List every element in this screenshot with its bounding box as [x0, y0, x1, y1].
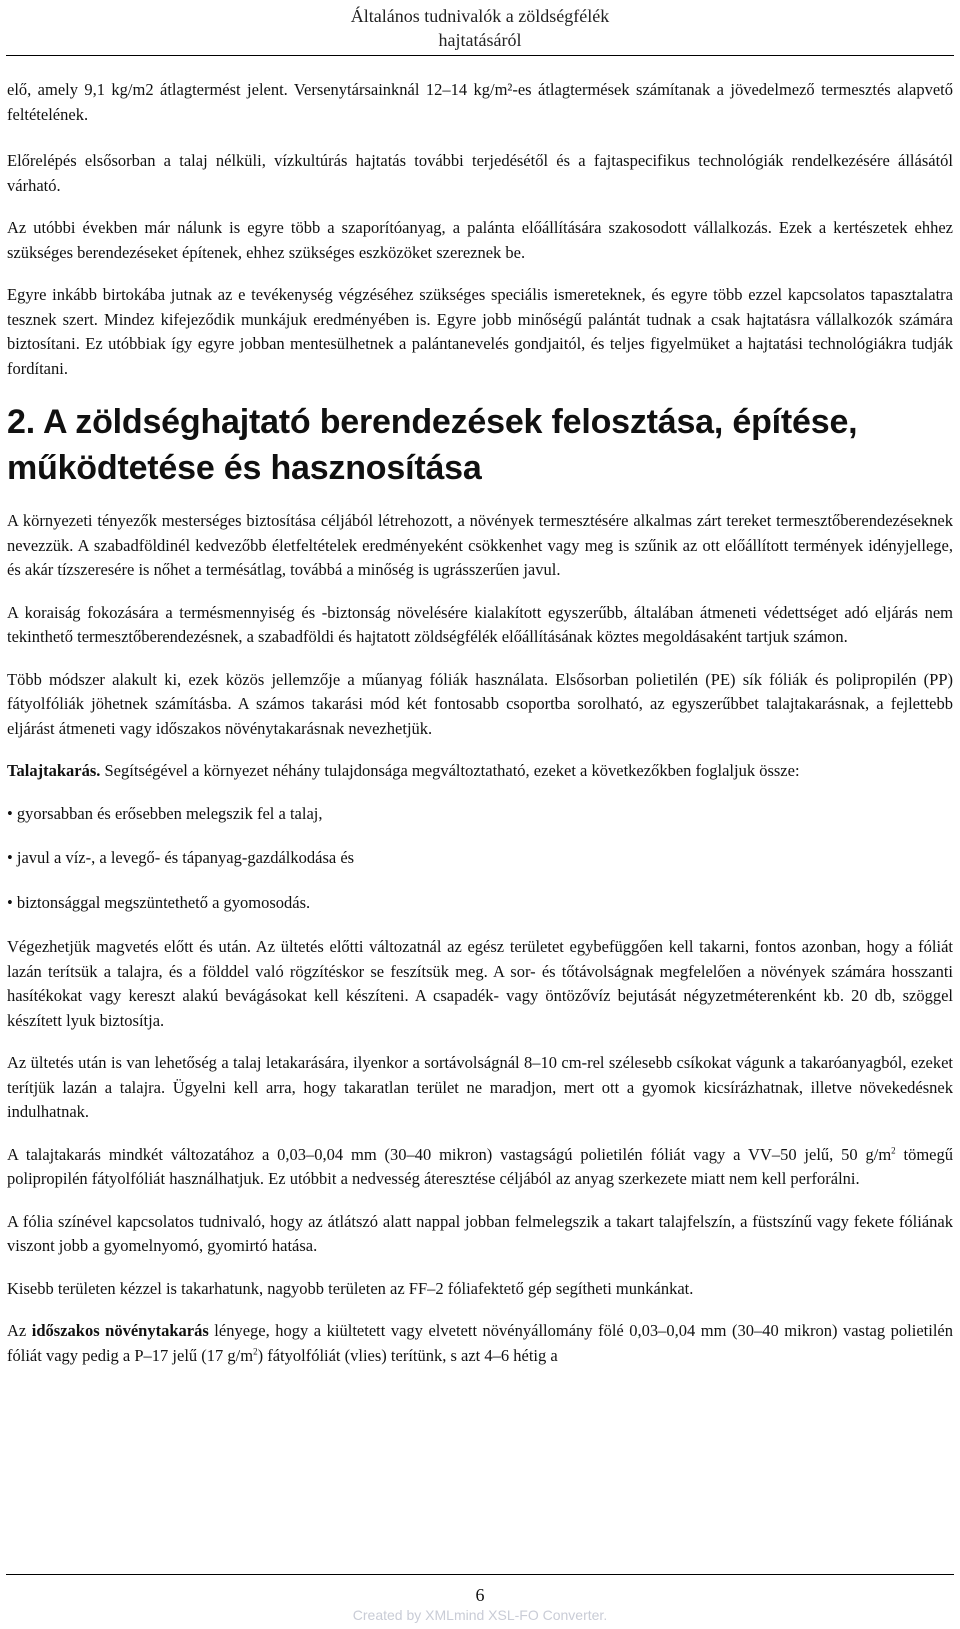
mulching-term: Talajtakarás.	[7, 761, 101, 780]
paragraph-mulching-intro	[7, 759, 953, 784]
paragraph-expertise: Egyre inkább birtokába jutnak az e tevékenység végzéséhez szükséges speciális ismereteknek, és egyre több ezzel kapcsolatos tapasztalatra tesznek szert. Mindez kifejeződik munkájuk eredményében is. Egyre jobb minőségű palántát tudnak a csak hajtatásra vállalkozók számára biztosítani. Ez utóbbiak így egyre jobban mentesülhetnek a palántanevelés gondjaitól, és teljes figyelmüket a hajtatási technológiákra tudják fordítani.	[7, 285, 953, 378]
paragraph-yield: elő, amely 9,1 kg/m2 átlagtermést jelent. Versenytársainknál 12–14 kg/m²-es átlagtermések számítanak a jövedelmező termesztés alapvető feltételének.	[7, 80, 953, 124]
header-title-line-1: Általános tudnivalók a zöldségfélék	[350, 6, 610, 26]
page-number: 6	[475, 1585, 485, 1605]
section-heading: 2. A zöldséghajtató berendezések felosztása, építése, működtetése és hasznosítása	[7, 403, 858, 487]
paragraph-machine: Kisebb területen kézzel is takarhatunk, nagyobb területen az FF–2 fóliafektető gép segítheti munkánkat.	[7, 1278, 694, 1298]
paragraph-film-colour: A fólia színével kapcsolatos tudnivaló, hogy az átlátszó alatt nappal jobban felmelegszik a takart talajfelszín, a füstszínű vagy fekete fóliának viszont jobb a gyomelnyomó, gyomirtó hatása.	[7, 1211, 953, 1255]
temporary-cover-text-c: ) fátyolfóliát (vlies) terítünk, s azt 4–6 hétig a	[257, 1345, 558, 1365]
paragraph-earliness: A koraiság fokozására a termésmennyiség és -biztonság növelésére kialakított egyszerűbb, általában átmeneti védettséget adó eljárás nem tekinthető termesztőberendezésnek, a szabadföldi és hajtatott zöldségfélék előállításának köztes megoldásaként tartjuk számon.	[7, 602, 953, 646]
paragraph-definition: A környezeti tényezők mesterséges biztosítása céljából létrehozott, a növények termesztésére alkalmas zárt tereket termesztőberendezéseknek nevezzük. A szabadföldinél kedvezőbb életfeltételek eredményeként csökkenhet vagy meg is szűnik az ott előállított termények idényjellege, és akár tízszeresére is nőhet a termésátlag, továbbá a minőség is ugrásszerűen javul.	[7, 511, 953, 579]
bullet-item: • javul a víz-, a levegő- és tápanyag-gazdálkodása és	[7, 848, 355, 867]
page-body	[7, 78, 953, 1386]
temporary-cover-term: időszakos növénytakarás	[31, 1321, 209, 1340]
paragraph-temporary-cover	[7, 1319, 953, 1368]
film-types-text-b: tömegű polipropilén fátyolfóliát használhatjuk. Ez utóbbit a nedvesség áteresztése céljából az anyag szerkezete miatt nem kell perforálni.	[7, 1144, 953, 1188]
bullet-item: • gyorsabban és erősebben melegszik fel a talaj,	[7, 803, 323, 823]
film-types-text-a: A talajtakarás mindkét változatához a 0,03–0,04 mm (30–40 mikron) vastagságú polietilén fóliát vagy a VV–50 jelű, 50 g/m	[7, 1144, 892, 1164]
superscript: 2	[891, 1145, 896, 1155]
bullet-item: • biztonsággal megszüntethető a gyomosodás.	[7, 892, 311, 912]
footer-divider	[6, 1574, 954, 1575]
temporary-cover-text-a: Az	[7, 1321, 32, 1340]
superscript: 2	[253, 1346, 258, 1356]
paragraph-nurseries: Az utóbbi években már nálunk is egyre több a szaporítóanyag, a palánta előállítására szakosodott vállalkozás. Ezek a kertészetek ehhez szükséges berendezéseket építenek, ehhez szükséges eszközöket szereznek be.	[7, 218, 953, 262]
paragraph-sowing: Végezhetjük magvetés előtt és után. Az ültetés előtti változatnál az egész területet egybefüggően kell takarni, fontos azonban, hogy a fóliát lazán terítsük a talajra, és a földdel való rögzítéskor se feszítsük meg. A sor- és tőtávolságnak megfelelően a növények számára hosszanti hasítékokat vagy kereszt alakú bevágásokat kell készíteni. A csapadék- vagy öntözővíz bejutását négyzetméterenként kb. 20 db, szöggel készített lyuk biztosítja.	[7, 937, 953, 1030]
header-title-line-2: hajtatásáról	[438, 30, 522, 50]
paragraph-after-planting: Az ültetés után is van lehetőség a talaj letakarására, ilyenkor a sortávolságnál 8–10 cm-rel szélesebb csíkokat vágunk a takaróanyagból, ezeket terítjük lazán a talajra. Ügyelni kell arra, hogy takaratlan terület ne maradjon, mert ott a gyomok kicsírázhatnak, illetve növekedésnek indulhatnak.	[7, 1053, 953, 1121]
temporary-cover-text-b: lényege, hogy a kiültetett vagy elvetett növényállomány fölé 0,03–0,04 mm (30–40 mikron) vastag polietilén fóliát vagy pedig a P–17 jelű (17 g/m	[7, 1321, 953, 1365]
mulching-intro-text: Segítségével a környezet néhány tulajdonsága megváltoztatható, ezeket a következőkben foglaljuk össze:	[100, 761, 800, 780]
header-divider	[6, 55, 954, 56]
paragraph-film-types	[7, 1143, 953, 1192]
converter-watermark: Created by XMLmind XSL-FO Converter.	[352, 1607, 608, 1623]
paragraph-methods: Több módszer alakult ki, ezek közös jellemzője a műanyag fóliák használata. Elsősorban polietilén (PE) sík fóliák és polipropilén (PP) fátyolfóliák jöhetnek számításba. A számos takarási mód két fontosabb csoportba sorolható, az egyszerűbbet talajtakarásnak, a fejlettebb eljárást átmeneti vagy időszakos növénytakarásnak nevezhetjük.	[7, 669, 953, 738]
running-header	[0, 4, 960, 52]
paragraph-progress: Előrelépés elsősorban a talaj nélküli, vízkultúrás hajtatás további terjedésétől és a fajtaspecifikus technológiák rendelkezésére állásától várható.	[7, 151, 953, 195]
